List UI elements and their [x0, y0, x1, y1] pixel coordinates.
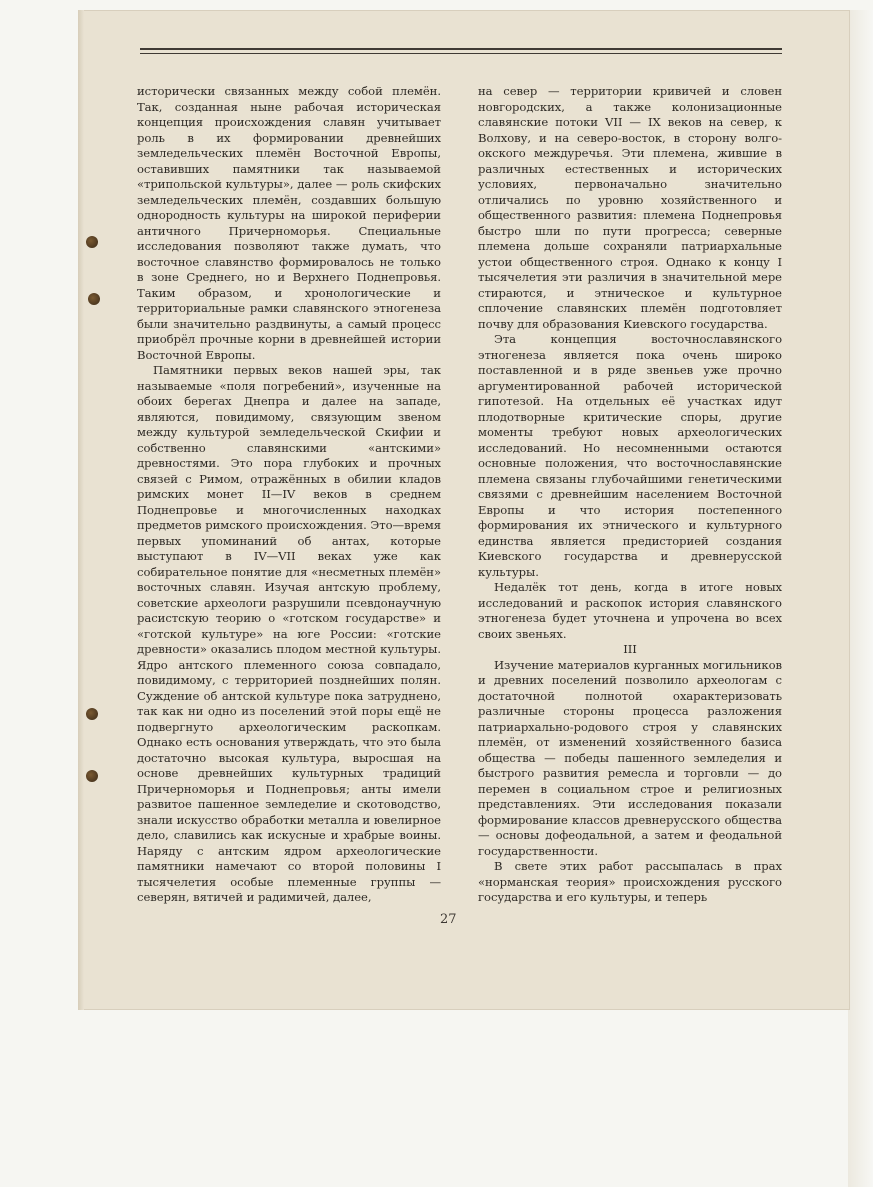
- binding-hole: [88, 293, 100, 305]
- header-rule-thin: [140, 53, 782, 54]
- paragraph: Эта концепция восточнославянского этногенеза является пока очень широко поставленной и в ряде звеньев уже прочно аргументированной рабочей исторической гипотезой. На отдельных её участках идут плодотворные критические споры, другие моменты требуют новых археологических исследований. Но несомненными остаются основные положения, что восточнославянские племена связаны глубочайшими генетическими связями с древнейшим населением Восточной Европы и что история постепенного формирования их этнического и культурного единства является предисторией создания Киевского государства и древнерусской культуры.: [478, 332, 782, 579]
- paragraph: Изучение материалов курганных могильников и древних поселений позволило археологам с достаточной полнотой охарактеризовать различные стороны процесса разложения патриархально-родового строя у славянских племён, от изменений хозяйственного базиса общества — победы пашенного земледелия и быстрого развития ремесла и торговли — до перемен в социальном строе и религиозных представлениях. Эти исследования показали формирование классов древнерусского общества — основы дофеодальной, а затем и феодальной государственности.: [478, 657, 782, 858]
- paragraph: В свете этих работ рассыпалась в прах «норманская теория» происхождения русского государства и его культуры, и теперь: [478, 859, 782, 904]
- paragraph: Недалёк тот день, когда в итоге новых исследований и раскопок история славянского этногенеза будет уточнена и упрочена во всех своих звеньях.: [478, 580, 782, 641]
- paragraph: Памятники первых веков нашей эры, так называемые «поля погребений», изученные на обоих берегах Днепра и далее на западе, являются, повидимому, связующим звеном между культурой земледельческой Скифии и собственно славянскими «антскими» древностями. Это пора глубоких и прочных связей с Римом, отражённых в обилии кладов римских монет II—IV веков в среднем Поднепровье и многочисленных находках предметов римского происхождения. Это—время первых упоминаний об антах, которые выступают в IV—VII веках уже как собирательное понятие для «несметных племён» восточных славян. Изучая антскую проблему, советские археологи разрушили псевдонаучную расистскую теорию о «готском государстве» и «готской культуре» на юге России: «готские древности» оказались плодом местной культуры. Ядро антского племенного союза совпадало, повидимому, с территорией позднейших полян. Суждение об антской культуре пока затруднено, так как ни одно из поселений этой поры ещё не подвергнуто археологическим раскопкам. Однако есть основания утверждать, что это была достаточно высокая культура, выросшая на основе древнейших культурных традиций Причерноморья и Поднепровья; анты имели развитое пашенное земледелие и скотоводство, знали искусство обработки металла и ювелирное дело, славились как искусные и храбрые воины. Наряду с антским ядром археологические памятники намечают со второй половины I тысячелетия особые племенные группы — северян, вятичей и радимичей, далее,: [137, 363, 441, 904]
- section-number: III: [623, 642, 637, 656]
- left-text-column: [137, 84, 441, 906]
- binding-hole: [86, 770, 98, 782]
- paragraph: исторически связанных между собой племён. Так, созданная ныне рабочая историческая концепция происхождения славян учитывает роль в их формировании древнейших земледельческих племён Восточной Европы, оставивших памятники так называемой «трипольской культуры», далее — роль скифских земледельческих племён, создавших большую однородность культуры на широкой периферии античного Причерноморья. Специальные исследования позволяют также думать, что восточное славянство формировалось не только в зоне Среднего, но и Верхнего Поднепровья. Таким образом, и хронологические и территориальные рамки славянского этногенеза были значительно раздвинуты, а самый процесс приобрёл прочные корни в древнейшей истории Восточной Европы.: [137, 84, 441, 362]
- page-torn-edge: [78, 10, 84, 1010]
- right-text-column: [478, 84, 782, 906]
- paragraph: на север — территории кривичей и словен новгородских, а также колонизационные славянские потоки VII — IX веков на север, к Волхову, и на северо-восток, в сторону волго-окского междуречья. Эти племена, жившие в различных естественных и исторических условиях, первоначально значительно отличались по уровню хозяйственного и общественного развития: племена Поднепровья быстро шли по пути прогресса; северные племена дольше сохраняли патриархальные устои общественного строя. Однако к концу I тысячелетия эти различия в значительной мере стираются, и этническое и культурное сплочение славянских племён подготовляет почву для образования Киевского государства.: [478, 84, 782, 331]
- binding-hole: [86, 236, 98, 248]
- scanner-shadow: [848, 10, 873, 1187]
- header-rule-thick: [140, 48, 782, 50]
- page-number: 27: [440, 912, 457, 927]
- binding-hole: [86, 708, 98, 720]
